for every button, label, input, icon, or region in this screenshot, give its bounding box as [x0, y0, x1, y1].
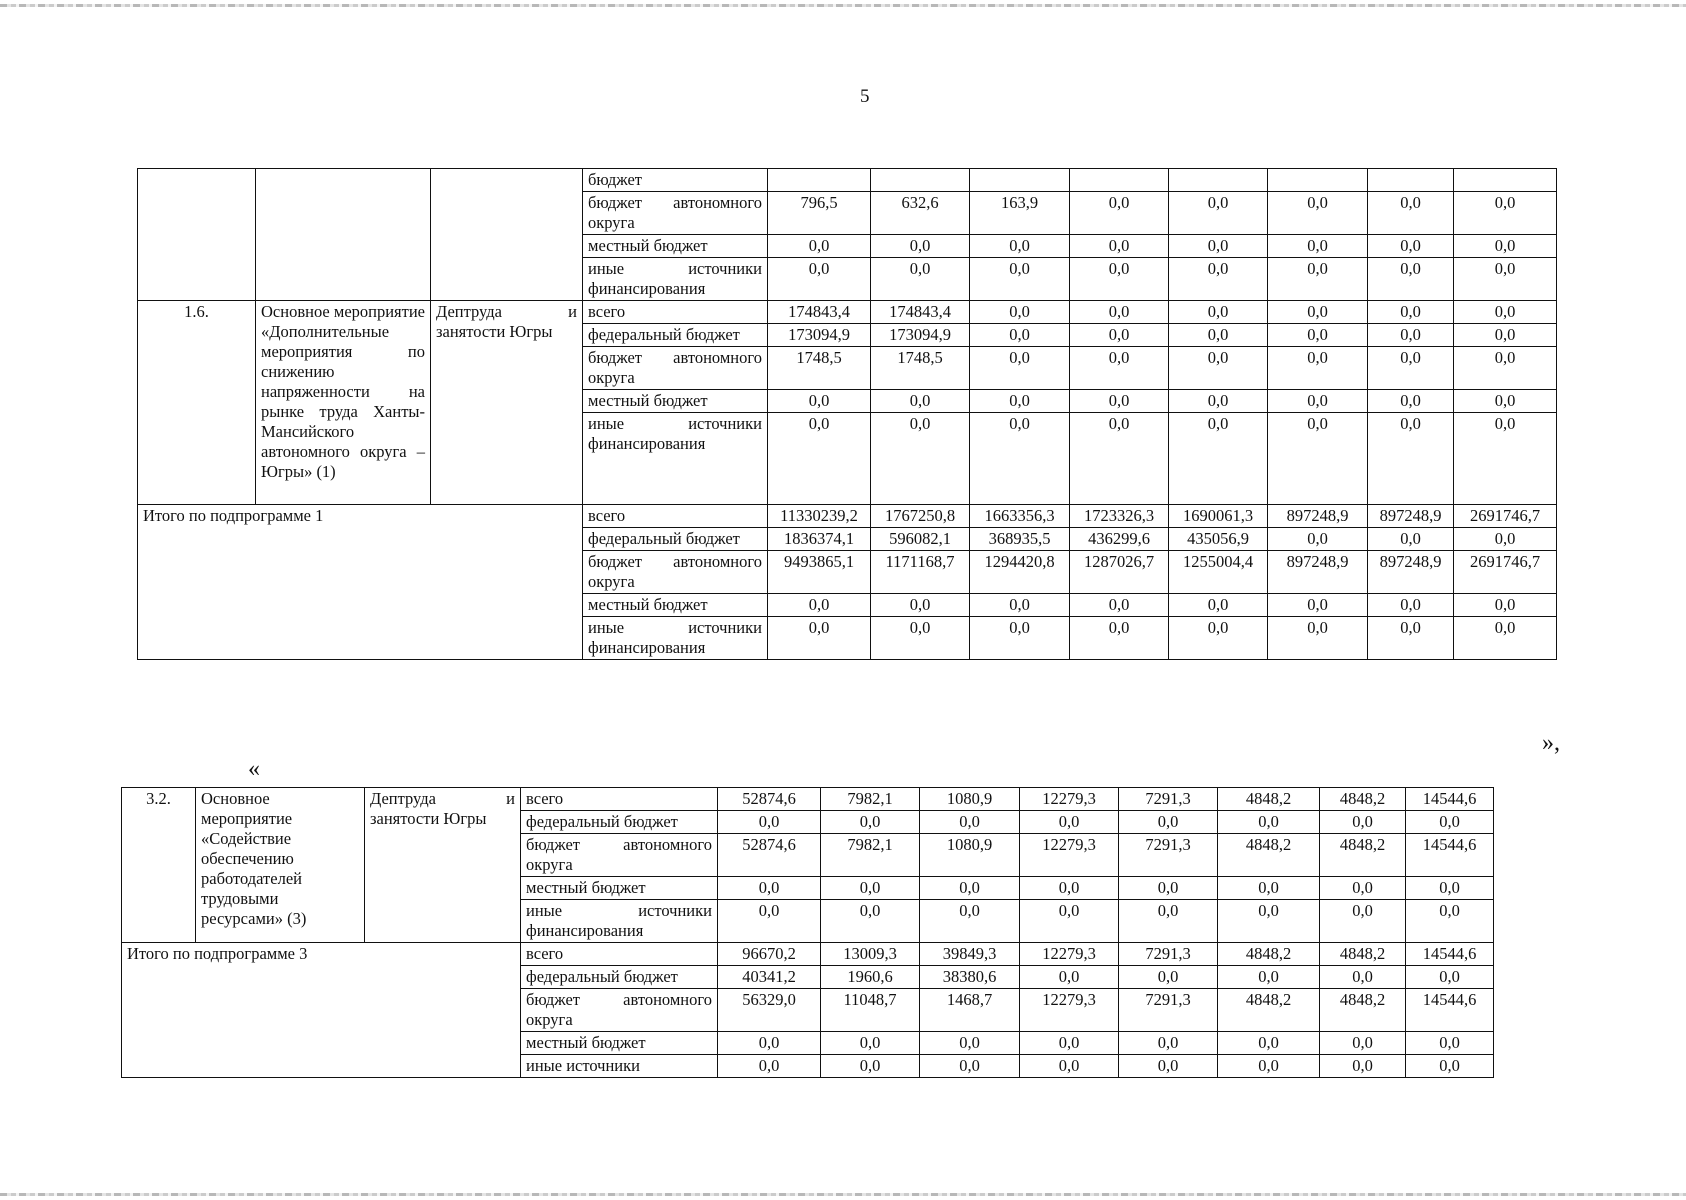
value-cell: 0,0: [1119, 966, 1218, 989]
value-cell: 7982,1: [821, 834, 920, 877]
funding-source-cell: бюджет автономного округа: [583, 192, 768, 235]
funding-source-cell: иные источники финансирования: [583, 617, 768, 660]
value-cell: 0,0: [970, 594, 1070, 617]
value-cell: 0,0: [871, 594, 970, 617]
value-cell: [1070, 169, 1169, 192]
value-cell: 0,0: [1119, 811, 1218, 834]
value-cell: 596082,1: [871, 528, 970, 551]
value-cell: [768, 169, 871, 192]
value-cell: 0,0: [1169, 324, 1268, 347]
value-cell: 12279,3: [1020, 989, 1119, 1032]
value-cell: 632,6: [871, 192, 970, 235]
value-cell: 7291,3: [1119, 989, 1218, 1032]
value-cell: 0,0: [1368, 347, 1454, 390]
value-cell: 0,0: [1218, 966, 1320, 989]
value-cell: 0,0: [1368, 390, 1454, 413]
value-cell: 1287026,7: [1070, 551, 1169, 594]
value-cell: 11048,7: [821, 989, 920, 1032]
value-cell: 0,0: [1454, 528, 1557, 551]
value-cell: 0,0: [1070, 413, 1169, 505]
activity-name-cell: Основное мероприятие «Дополнительные мероприятия по снижению напряженности на рынке труда Ханты-Мансийского автономного округа – Югры» (1): [256, 301, 431, 505]
value-cell: [1169, 169, 1268, 192]
funding-source-cell: иные источники финансирования: [583, 258, 768, 301]
value-cell: 0,0: [1070, 192, 1169, 235]
value-cell: 12279,3: [1020, 834, 1119, 877]
value-cell: 0,0: [1454, 258, 1557, 301]
value-cell: 0,0: [1406, 811, 1494, 834]
value-cell: 173094,9: [871, 324, 970, 347]
table-row: [138, 505, 1557, 528]
funding-table-part-2: [121, 787, 1494, 1078]
item-code-cell: 1.6.: [138, 301, 256, 505]
empty-name-cell: [256, 169, 431, 301]
value-cell: 0,0: [1320, 966, 1406, 989]
value-cell: 0,0: [1020, 811, 1119, 834]
value-cell: 0,0: [1454, 390, 1557, 413]
value-cell: 0,0: [1268, 528, 1368, 551]
value-cell: 12279,3: [1020, 943, 1119, 966]
value-cell: 173094,9: [768, 324, 871, 347]
value-cell: 0,0: [1268, 390, 1368, 413]
value-cell: 0,0: [1454, 192, 1557, 235]
value-cell: 174843,4: [768, 301, 871, 324]
value-cell: 1690061,3: [1169, 505, 1268, 528]
value-cell: 0,0: [1070, 594, 1169, 617]
value-cell: 96670,2: [718, 943, 821, 966]
funding-source-cell: местный бюджет: [521, 877, 718, 900]
value-cell: 0,0: [718, 877, 821, 900]
value-cell: 0,0: [1268, 301, 1368, 324]
funding-source-cell: всего: [521, 943, 718, 966]
value-cell: 0,0: [1070, 258, 1169, 301]
value-cell: 0,0: [1169, 192, 1268, 235]
value-cell: 0,0: [920, 811, 1020, 834]
opening-quote: «: [248, 756, 260, 782]
value-cell: 0,0: [970, 301, 1070, 324]
value-cell: 0,0: [970, 235, 1070, 258]
value-cell: [1454, 169, 1557, 192]
value-cell: 0,0: [970, 258, 1070, 301]
value-cell: 0,0: [1020, 1032, 1119, 1055]
empty-code-cell: [138, 169, 256, 301]
value-cell: 0,0: [768, 390, 871, 413]
value-cell: 0,0: [1020, 877, 1119, 900]
value-cell: 0,0: [1119, 1055, 1218, 1078]
value-cell: 0,0: [871, 413, 970, 505]
value-cell: 0,0: [1169, 301, 1268, 324]
funding-source-cell: иные источники финансирования: [521, 900, 718, 943]
funding-source-cell: всего: [521, 788, 718, 811]
value-cell: 1080,9: [920, 788, 1020, 811]
value-cell: 163,9: [970, 192, 1070, 235]
value-cell: 0,0: [718, 1055, 821, 1078]
value-cell: 1468,7: [920, 989, 1020, 1032]
funding-source-cell: федеральный бюджет: [521, 811, 718, 834]
value-cell: [970, 169, 1070, 192]
value-cell: 0,0: [768, 617, 871, 660]
value-cell: 368935,5: [970, 528, 1070, 551]
table-row: [122, 943, 1494, 966]
executor-cell: Дептруда и занятости Югры: [365, 788, 521, 943]
value-cell: 0,0: [871, 617, 970, 660]
value-cell: 897248,9: [1368, 505, 1454, 528]
table-row: [138, 301, 1557, 324]
executor-cell: Дептруда и занятости Югры: [431, 301, 583, 505]
value-cell: 0,0: [768, 258, 871, 301]
funding-source-cell: местный бюджет: [583, 390, 768, 413]
value-cell: 174843,4: [871, 301, 970, 324]
funding-source-cell: федеральный бюджет: [583, 324, 768, 347]
value-cell: 1663356,3: [970, 505, 1070, 528]
value-cell: 0,0: [1070, 324, 1169, 347]
value-cell: 4848,2: [1218, 943, 1320, 966]
value-cell: 897248,9: [1368, 551, 1454, 594]
value-cell: 0,0: [821, 1032, 920, 1055]
value-cell: 0,0: [1070, 235, 1169, 258]
funding-source-cell: всего: [583, 505, 768, 528]
value-cell: 1748,5: [871, 347, 970, 390]
value-cell: [871, 169, 970, 192]
value-cell: 0,0: [1070, 390, 1169, 413]
funding-source-cell: всего: [583, 301, 768, 324]
value-cell: 0,0: [1454, 594, 1557, 617]
value-cell: 435056,9: [1169, 528, 1268, 551]
funding-source-cell: местный бюджет: [583, 594, 768, 617]
value-cell: 0,0: [821, 900, 920, 943]
value-cell: 4848,2: [1218, 788, 1320, 811]
scan-bottom-edge: [0, 1193, 1686, 1196]
value-cell: 0,0: [1218, 877, 1320, 900]
value-cell: 0,0: [1368, 617, 1454, 660]
value-cell: 39849,3: [920, 943, 1020, 966]
value-cell: 7291,3: [1119, 834, 1218, 877]
item-code-cell: 3.2.: [122, 788, 196, 943]
value-cell: 0,0: [1268, 347, 1368, 390]
value-cell: 0,0: [1368, 258, 1454, 301]
funding-source-cell: бюджет автономного округа: [521, 834, 718, 877]
value-cell: 0,0: [970, 390, 1070, 413]
subtotal-label-cell: Итого по подпрограмме 3: [122, 943, 521, 1078]
value-cell: 0,0: [768, 413, 871, 505]
value-cell: 0,0: [871, 235, 970, 258]
value-cell: 2691746,7: [1454, 551, 1557, 594]
value-cell: 0,0: [871, 390, 970, 413]
value-cell: 9493865,1: [768, 551, 871, 594]
value-cell: 0,0: [1406, 1055, 1494, 1078]
value-cell: 1836374,1: [768, 528, 871, 551]
value-cell: 0,0: [1119, 1032, 1218, 1055]
value-cell: 0,0: [871, 258, 970, 301]
value-cell: 436299,6: [1070, 528, 1169, 551]
value-cell: 0,0: [1320, 1032, 1406, 1055]
value-cell: 796,5: [768, 192, 871, 235]
funding-source-cell: иные источники: [521, 1055, 718, 1078]
value-cell: 0,0: [920, 1055, 1020, 1078]
value-cell: 0,0: [1268, 617, 1368, 660]
value-cell: 0,0: [768, 235, 871, 258]
value-cell: 11330239,2: [768, 505, 871, 528]
value-cell: 0,0: [1268, 324, 1368, 347]
value-cell: 1255004,4: [1169, 551, 1268, 594]
value-cell: 0,0: [1368, 324, 1454, 347]
value-cell: 0,0: [970, 617, 1070, 660]
value-cell: 0,0: [920, 877, 1020, 900]
value-cell: 0,0: [1169, 413, 1268, 505]
value-cell: 4848,2: [1320, 943, 1406, 966]
value-cell: 0,0: [1218, 811, 1320, 834]
value-cell: 0,0: [1169, 347, 1268, 390]
value-cell: 0,0: [1406, 1032, 1494, 1055]
value-cell: 1294420,8: [970, 551, 1070, 594]
value-cell: 0,0: [1020, 900, 1119, 943]
value-cell: 0,0: [821, 1055, 920, 1078]
value-cell: 4848,2: [1218, 834, 1320, 877]
value-cell: 0,0: [1320, 1055, 1406, 1078]
value-cell: 0,0: [1406, 966, 1494, 989]
subtotal-label-cell: Итого по подпрограмме 1: [138, 505, 583, 660]
value-cell: 0,0: [1454, 301, 1557, 324]
value-cell: 0,0: [1218, 1055, 1320, 1078]
value-cell: 0,0: [970, 347, 1070, 390]
value-cell: 13009,3: [821, 943, 920, 966]
value-cell: [1268, 169, 1368, 192]
value-cell: 14544,6: [1406, 788, 1494, 811]
value-cell: 0,0: [718, 900, 821, 943]
value-cell: 0,0: [1406, 900, 1494, 943]
value-cell: 0,0: [1368, 192, 1454, 235]
activity-name-cell: Основное мероприятие «Содействие обеспечению работодателей трудовыми ресурсами» (3): [196, 788, 365, 943]
value-cell: 0,0: [1218, 1032, 1320, 1055]
funding-source-cell: бюджет: [583, 169, 768, 192]
value-cell: 2691746,7: [1454, 505, 1557, 528]
value-cell: 0,0: [1368, 235, 1454, 258]
funding-source-cell: бюджет автономного округа: [521, 989, 718, 1032]
value-cell: 0,0: [1406, 877, 1494, 900]
page-number: 5: [860, 86, 870, 107]
value-cell: 0,0: [1320, 877, 1406, 900]
value-cell: 0,0: [1218, 900, 1320, 943]
funding-source-cell: иные источники финансирования: [583, 413, 768, 505]
value-cell: 0,0: [1268, 235, 1368, 258]
value-cell: 0,0: [821, 811, 920, 834]
value-cell: 0,0: [1368, 594, 1454, 617]
value-cell: 0,0: [1020, 966, 1119, 989]
value-cell: 4848,2: [1320, 788, 1406, 811]
value-cell: 52874,6: [718, 834, 821, 877]
value-cell: 0,0: [1368, 301, 1454, 324]
value-cell: 38380,6: [920, 966, 1020, 989]
value-cell: 0,0: [1454, 235, 1557, 258]
value-cell: 0,0: [1320, 900, 1406, 943]
value-cell: 4848,2: [1218, 989, 1320, 1032]
value-cell: 56329,0: [718, 989, 821, 1032]
value-cell: 1748,5: [768, 347, 871, 390]
value-cell: 0,0: [1169, 594, 1268, 617]
value-cell: 897248,9: [1268, 551, 1368, 594]
value-cell: 4848,2: [1320, 989, 1406, 1032]
funding-source-cell: федеральный бюджет: [583, 528, 768, 551]
value-cell: 0,0: [768, 594, 871, 617]
value-cell: 0,0: [1454, 413, 1557, 505]
table-row: [138, 169, 1557, 192]
value-cell: 0,0: [1169, 617, 1268, 660]
value-cell: 0,0: [920, 900, 1020, 943]
value-cell: 7291,3: [1119, 943, 1218, 966]
value-cell: 0,0: [1119, 900, 1218, 943]
empty-executor-cell: [431, 169, 583, 301]
value-cell: 0,0: [1268, 413, 1368, 505]
funding-source-cell: местный бюджет: [583, 235, 768, 258]
funding-table-part-1: [137, 168, 1557, 660]
value-cell: 0,0: [1268, 192, 1368, 235]
closing-quote: »,: [1542, 730, 1560, 756]
value-cell: 0,0: [1454, 617, 1557, 660]
scan-top-edge: [0, 4, 1686, 7]
value-cell: 0,0: [1320, 811, 1406, 834]
value-cell: 0,0: [1070, 617, 1169, 660]
value-cell: [1368, 169, 1454, 192]
value-cell: 0,0: [718, 1032, 821, 1055]
value-cell: 14544,6: [1406, 943, 1494, 966]
value-cell: 0,0: [1169, 235, 1268, 258]
value-cell: 0,0: [1070, 301, 1169, 324]
value-cell: 1960,6: [821, 966, 920, 989]
value-cell: 40341,2: [718, 966, 821, 989]
value-cell: 0,0: [821, 877, 920, 900]
funding-source-cell: федеральный бюджет: [521, 966, 718, 989]
value-cell: 52874,6: [718, 788, 821, 811]
value-cell: 0,0: [718, 811, 821, 834]
value-cell: 0,0: [1454, 324, 1557, 347]
value-cell: 0,0: [1268, 594, 1368, 617]
value-cell: 0,0: [920, 1032, 1020, 1055]
value-cell: 7291,3: [1119, 788, 1218, 811]
value-cell: 0,0: [1119, 877, 1218, 900]
funding-source-cell: бюджет автономного округа: [583, 347, 768, 390]
value-cell: 0,0: [1169, 390, 1268, 413]
value-cell: 1171168,7: [871, 551, 970, 594]
table-row: [122, 788, 1494, 811]
value-cell: 1723326,3: [1070, 505, 1169, 528]
value-cell: 4848,2: [1320, 834, 1406, 877]
funding-source-cell: бюджет автономного округа: [583, 551, 768, 594]
value-cell: 0,0: [1020, 1055, 1119, 1078]
value-cell: 1080,9: [920, 834, 1020, 877]
value-cell: 897248,9: [1268, 505, 1368, 528]
value-cell: 0,0: [1454, 347, 1557, 390]
value-cell: 0,0: [1169, 258, 1268, 301]
value-cell: 14544,6: [1406, 989, 1494, 1032]
value-cell: 0,0: [970, 324, 1070, 347]
value-cell: 0,0: [1268, 258, 1368, 301]
funding-source-cell: местный бюджет: [521, 1032, 718, 1055]
value-cell: 0,0: [1368, 528, 1454, 551]
value-cell: 1767250,8: [871, 505, 970, 528]
value-cell: 14544,6: [1406, 834, 1494, 877]
value-cell: 0,0: [1070, 347, 1169, 390]
value-cell: 12279,3: [1020, 788, 1119, 811]
value-cell: 7982,1: [821, 788, 920, 811]
value-cell: 0,0: [970, 413, 1070, 505]
value-cell: 0,0: [1368, 413, 1454, 505]
